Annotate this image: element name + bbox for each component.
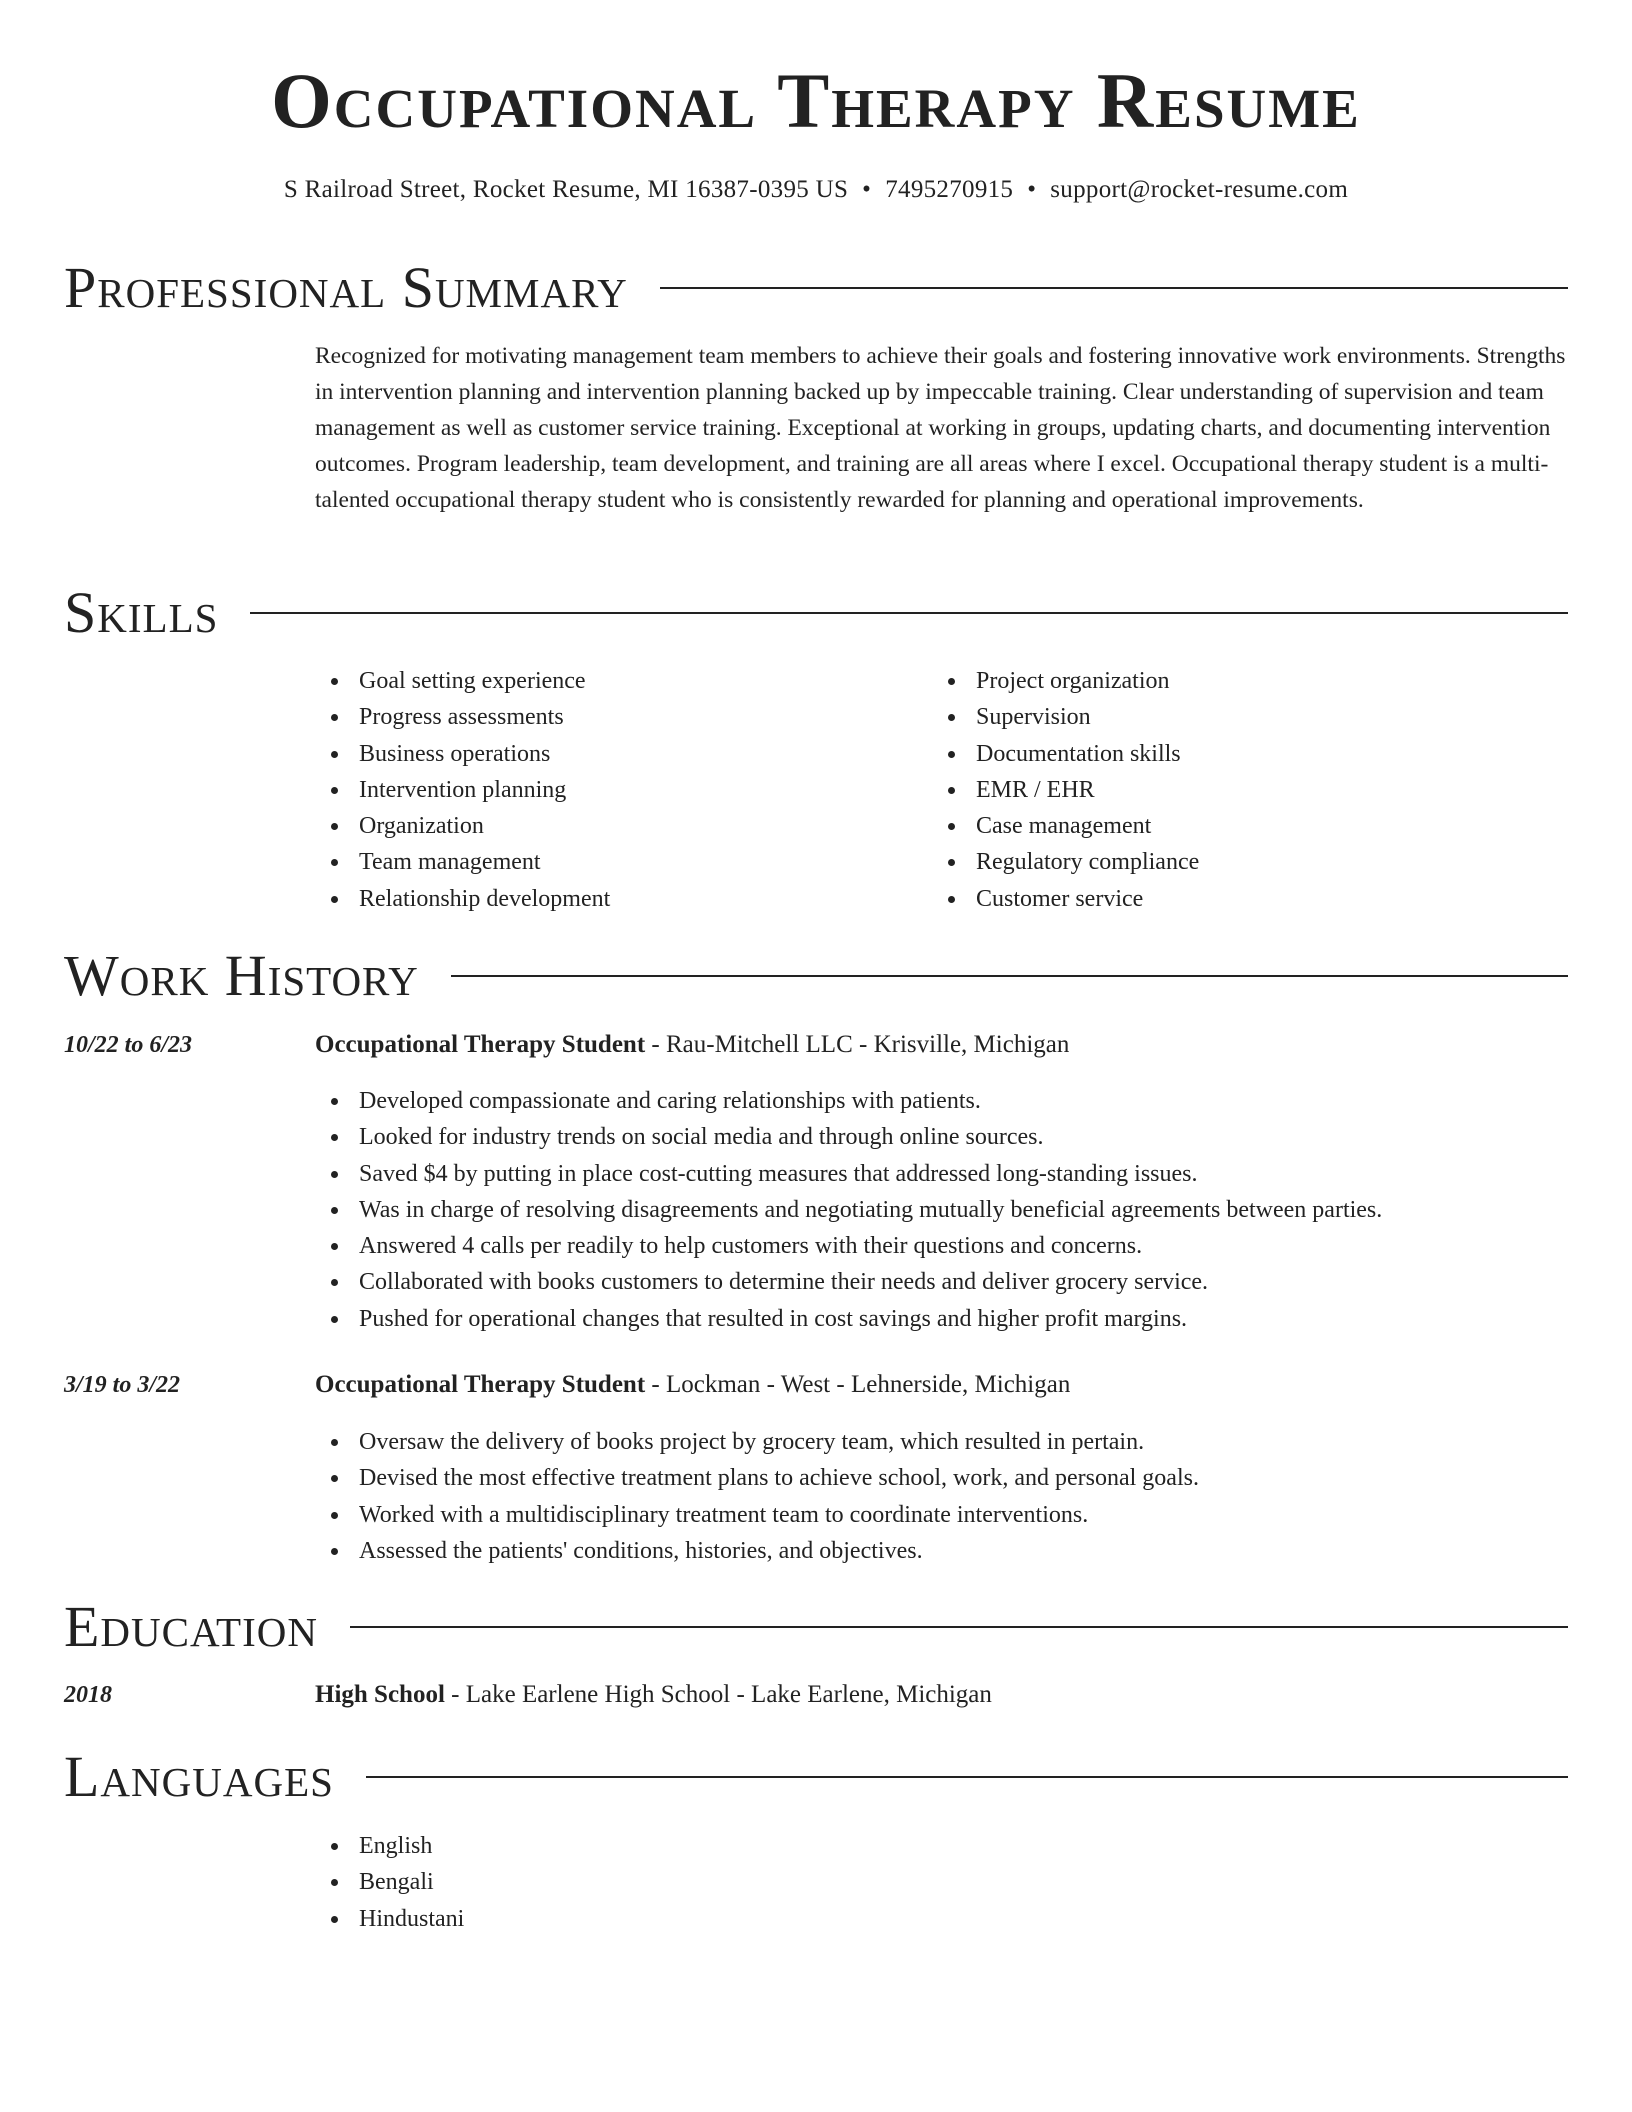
skills-heading (64, 580, 1568, 645)
skill-item: Regulatory compliance (932, 844, 1549, 880)
job-role: Occupational Therapy Student (315, 1031, 646, 1058)
languages-heading (64, 1744, 1568, 1809)
skill-item: Relationship development (315, 881, 932, 917)
skill-item: Team management (315, 844, 932, 880)
summary-heading (64, 255, 1568, 320)
education-details: - Lake Earlene High School - Lake Earlene, Michigan (444, 1681, 992, 1708)
skill-item: Supervision (932, 699, 1549, 735)
list-item: Collaborated with books customers to determine their needs and deliver grocery service. (315, 1264, 1568, 1300)
language-item: Hindustani (315, 1901, 1568, 1937)
list-item: Oversaw the delivery of books project by grocery team, which resulted in pertain. (315, 1424, 1568, 1460)
list-item: Worked with a multidisciplinary treatment team to coordinate interventions. (315, 1497, 1568, 1533)
list-item: Looked for industry trends on social media and through online sources. (315, 1119, 1568, 1155)
job-role: Occupational Therapy Student (315, 1371, 646, 1398)
section-divider (350, 1626, 1568, 1628)
section-title: Education (64, 1594, 318, 1659)
list-item: Was in charge of resolving disagreements and negotiating mutually beneficial agreements between parties. (315, 1192, 1568, 1228)
skill-item: EMR / EHR (932, 772, 1549, 808)
resume-title: Occupational Therapy Resume (271, 57, 1361, 144)
skill-item: Progress assessments (315, 699, 932, 735)
list-item: Developed compassionate and caring relationships with patients. (315, 1083, 1568, 1119)
skills-list (315, 663, 1568, 917)
skill-item: Customer service (932, 881, 1549, 917)
job-title-line (315, 1371, 1070, 1399)
language-item: English (315, 1828, 1568, 1864)
contact-line (64, 176, 1568, 204)
skill-item: Project organization (932, 663, 1549, 699)
separator: • (1027, 176, 1037, 203)
skill-item: Case management (932, 808, 1549, 844)
address: S Railroad Street, Rocket Resume, MI 16387-0395 US (283, 176, 849, 203)
job-title-line (315, 1031, 1069, 1059)
education-year: 2018 (64, 1682, 112, 1708)
skill-item: Goal setting experience (315, 663, 932, 699)
section-title: Professional Summary (64, 255, 628, 320)
skill-item: Organization (315, 808, 932, 844)
list-item: Assessed the patients' conditions, histories, and objectives. (315, 1533, 1568, 1569)
job-bullets (315, 1424, 1568, 1569)
section-divider (250, 612, 1568, 614)
phone: 7495270915 (885, 176, 1014, 203)
list-item: Answered 4 calls per readily to help customers with their questions and concerns. (315, 1228, 1568, 1264)
section-title: Skills (64, 580, 219, 645)
education-line (315, 1681, 992, 1709)
job-dates: 10/22 to 6/23 (64, 1032, 193, 1058)
work-history-heading (64, 943, 1568, 1008)
section-divider (660, 287, 1568, 289)
resume-page (64, 0, 1568, 2112)
skill-item: Documentation skills (932, 736, 1549, 772)
list-item: Pushed for operational changes that resulted in cost savings and higher profit margins. (315, 1301, 1568, 1337)
section-title: Work History (64, 943, 419, 1008)
skills-column-left (315, 663, 932, 917)
section-title: Languages (64, 1744, 334, 1809)
separator: • (862, 176, 872, 203)
summary-text: Recognized for motivating management team members to achieve their goals and fostering innovative work environments. Strengths in intervention planning and intervention planning backed up by impeccable training. Clear understanding of supervision and team management as well as customer service training. Exceptional at working in groups, updating charts, and documenting intervention outcomes. Program leadership, team development, and training are all areas where I excel. Occupational therapy student is a multi-talented occupational therapy student who is consistently rewarded for planning and operational improvements. (315, 343, 1566, 513)
education-heading (64, 1594, 1568, 1659)
job-details: - Lockman - West - Lehnerside, Michigan (645, 1371, 1071, 1398)
list-item: Saved $4 by putting in place cost-cutting measures that addressed long-standing issues. (315, 1156, 1568, 1192)
language-item: Bengali (315, 1864, 1568, 1900)
languages-list (315, 1828, 1568, 1937)
skill-item: Intervention planning (315, 772, 932, 808)
section-divider (366, 1776, 1568, 1778)
section-divider (451, 975, 1568, 977)
skills-column-right (932, 663, 1549, 917)
list-item: Devised the most effective treatment plans to achieve school, work, and personal goals. (315, 1460, 1568, 1496)
job-bullets (315, 1083, 1568, 1337)
education-degree: High School (315, 1681, 445, 1708)
job-details: - Rau-Mitchell LLC - Krisville, Michigan (645, 1031, 1070, 1058)
email: support@rocket-resume.com (1050, 176, 1349, 203)
job-dates: 3/19 to 3/22 (64, 1372, 181, 1398)
skill-item: Business operations (315, 736, 932, 772)
